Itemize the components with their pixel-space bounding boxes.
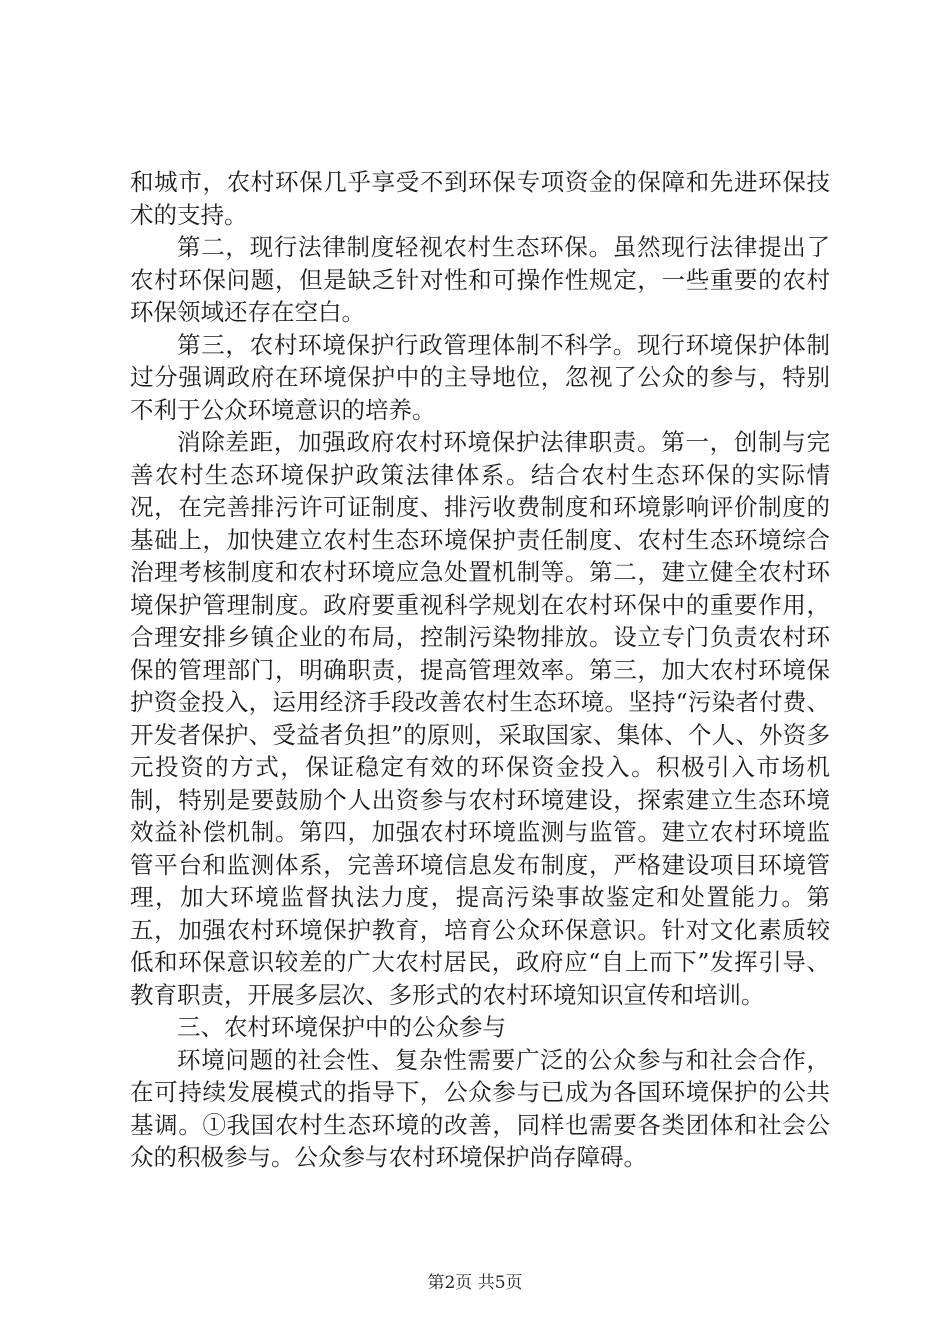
paragraph-third-point: 第三，农村环境保护行政管理体制不科学。现行环境保护体制过分强调政府在环境保护中的主导地位，忽视了公众的参与，特别不利于公众环境意识的培养。 <box>130 330 830 424</box>
document-body <box>130 166 830 1174</box>
section-heading-public-participation: 三、农村环境保护中的公众参与 <box>177 1013 506 1041</box>
paragraph-second-point: 第二，现行法律制度轻视农村生态环保。虽然现行法律提出了农村环保问题，但是缺乏针对性和可操作性规定，一些重要的农村环保领域还存在空白。 <box>130 233 830 326</box>
paragraph-continuation: 和城市，农村环保几乎享受不到环保专项资金的保障和先进环保技术的支持。 <box>130 168 830 229</box>
paragraph-government-duties: 消除差距，加强政府农村环境保护法律职责。第一，创制与完善农村生态环境保护政策法律体系。结合农村生态环保的实际情况，在完善排污许可证制度、排污收费制度和环境影响评价制度的基础上，加快建立农村生态环境保护责任制度、农村生态环境综合治理考核制度和农村环境应急处置机制等。第二，建立健全农村环境保护管理制度。政府要重视科学规划在农村环保中的重要作用，合理安排乡镇企业的布局，控制污染物排放。设立专门负责农村环保的管理部门，明确职责，提高管理效率。第三，加大农村环境保护资金投入，运用经济手段改善农村生态环境。坚持“污染者付费、开发者保护、受益者负担”的原则，采取国家、集体、个人、外资多元投资的方式，保证稳定有效的环保资金投入。积极引入市场机制，特别是要鼓励个人出资参与农村环境建设，探索建立生态环境效益补偿机制。第四，加强农村环境监测与监管。建立农村环境监管平台和监测体系，完善环境信息发布制度，严格建设项目环境管理，加大环境监督执法力度，提高污染事故鉴定和处置能力。第五，加强农村环境保护教育，培育公众环保意识。针对文化素质较低和环保意识较差的广大农村居民，政府应“自上而下”发挥引导、教育职责，开展多层次、多形式的农村环境知识宣传和培训。 <box>130 428 830 1009</box>
page-number-footer: 第2页 共5页 <box>427 1273 523 1293</box>
paragraph-public-participation: 环境问题的社会性、复杂性需要广泛的公众参与和社会合作，在可持续发展模式的指导下，公众参与已成为各国环境保护的公共基调。①我国农村生态环境的改善，同样也需要各类团体和社会公众的积极参与。公众参与农村环境保护尚存障碍。 <box>130 1045 830 1171</box>
